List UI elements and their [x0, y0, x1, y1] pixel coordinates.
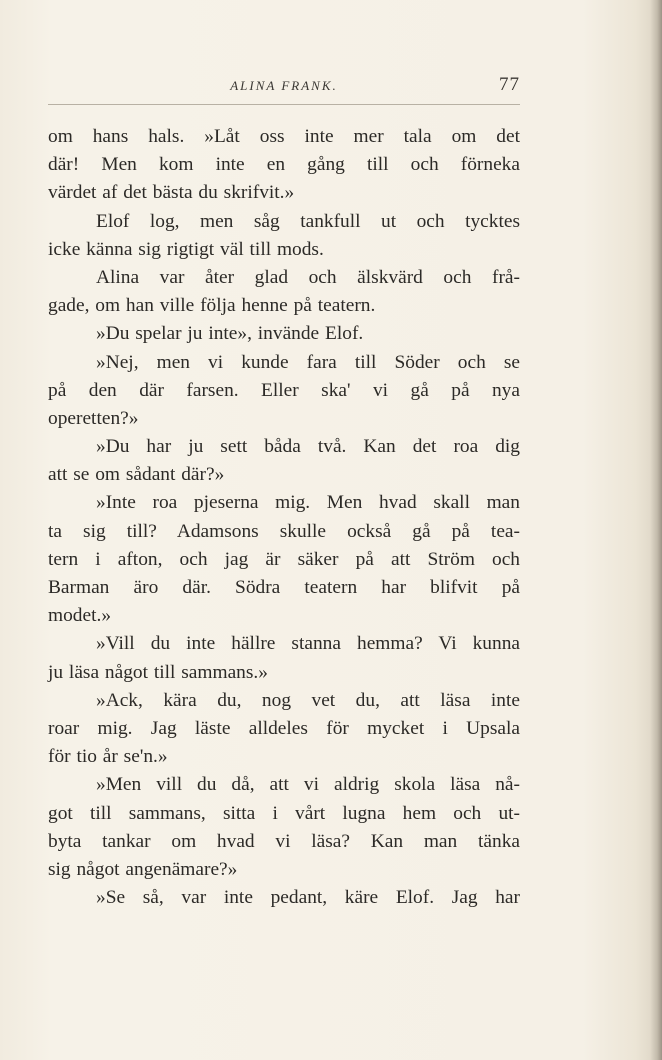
- text-line: icke känna sig rigtigt väl till mods.: [48, 238, 324, 260]
- text-line: operetten?»: [48, 407, 139, 429]
- text-line: Barman äro där. Södra teatern har blifvit på: [48, 577, 520, 598]
- running-head-title: ALINA FRANK.: [230, 78, 338, 93]
- text-line: tern i afton, och jag är säker på att Ström och: [48, 548, 520, 570]
- text-line: »Vill du inte hällre stanna hemma? Vi kunna: [96, 633, 520, 655]
- text-line: om hans hals. »Låt oss inte mer tala om det: [48, 126, 520, 147]
- text-line: att se om sådant där?»: [48, 464, 225, 486]
- text-line: på den där farsen. Eller ska' vi gå på nya: [48, 379, 520, 401]
- text-line: värdet af det bästa du skrifvit.»: [48, 182, 295, 204]
- text-line: Elof log, men såg tankfull ut och tycktes: [96, 210, 520, 232]
- text-line: »Men vill du då, att vi aldrig skola läsa nå-: [96, 774, 520, 796]
- text-line: »Du spelar ju inte», invände Elof.: [96, 323, 364, 345]
- text-line: got till sammans, sitta i vårt lugna hem och ut-: [48, 802, 520, 824]
- text-line: roar mig. Jag läste alldeles för mycket i Upsala: [48, 717, 520, 739]
- text-line: »Du har ju sett båda två. Kan det roa dig: [96, 436, 520, 458]
- text-line: »Ack, kära du, nog vet du, att läsa inte: [96, 689, 520, 711]
- text-line: sig något angenämare?»: [48, 858, 238, 880]
- running-head: [48, 74, 520, 104]
- text-line: modet.»: [48, 605, 112, 627]
- text-line: Alina var åter glad och älskvärd och frå-: [96, 266, 520, 288]
- text-line: byta tankar om hvad vi läsa? Kan man tänka: [48, 830, 520, 852]
- text-line: gade, om han ville följa henne på teatern.: [48, 295, 376, 317]
- page-number: 77: [499, 74, 520, 95]
- text-line: »Se så, var inte pedant, käre Elof. Jag har: [96, 887, 520, 909]
- page-edge-shadow: [650, 0, 662, 1060]
- text-line: »Nej, men vi kunde fara till Söder och se: [96, 351, 520, 373]
- text-line: »Inte roa pjeserna mig. Men hvad skall man: [96, 492, 520, 514]
- header-rule: [48, 104, 520, 105]
- text-line: ju läsa något till sammans.»: [48, 661, 268, 683]
- text-line: för tio år se'n.»: [48, 746, 168, 768]
- text-line: ta sig till? Adamsons skulle också gå på tea-: [48, 520, 520, 542]
- text-line: där! Men kom inte en gång till och förneka: [48, 154, 520, 176]
- body-text: [48, 123, 520, 912]
